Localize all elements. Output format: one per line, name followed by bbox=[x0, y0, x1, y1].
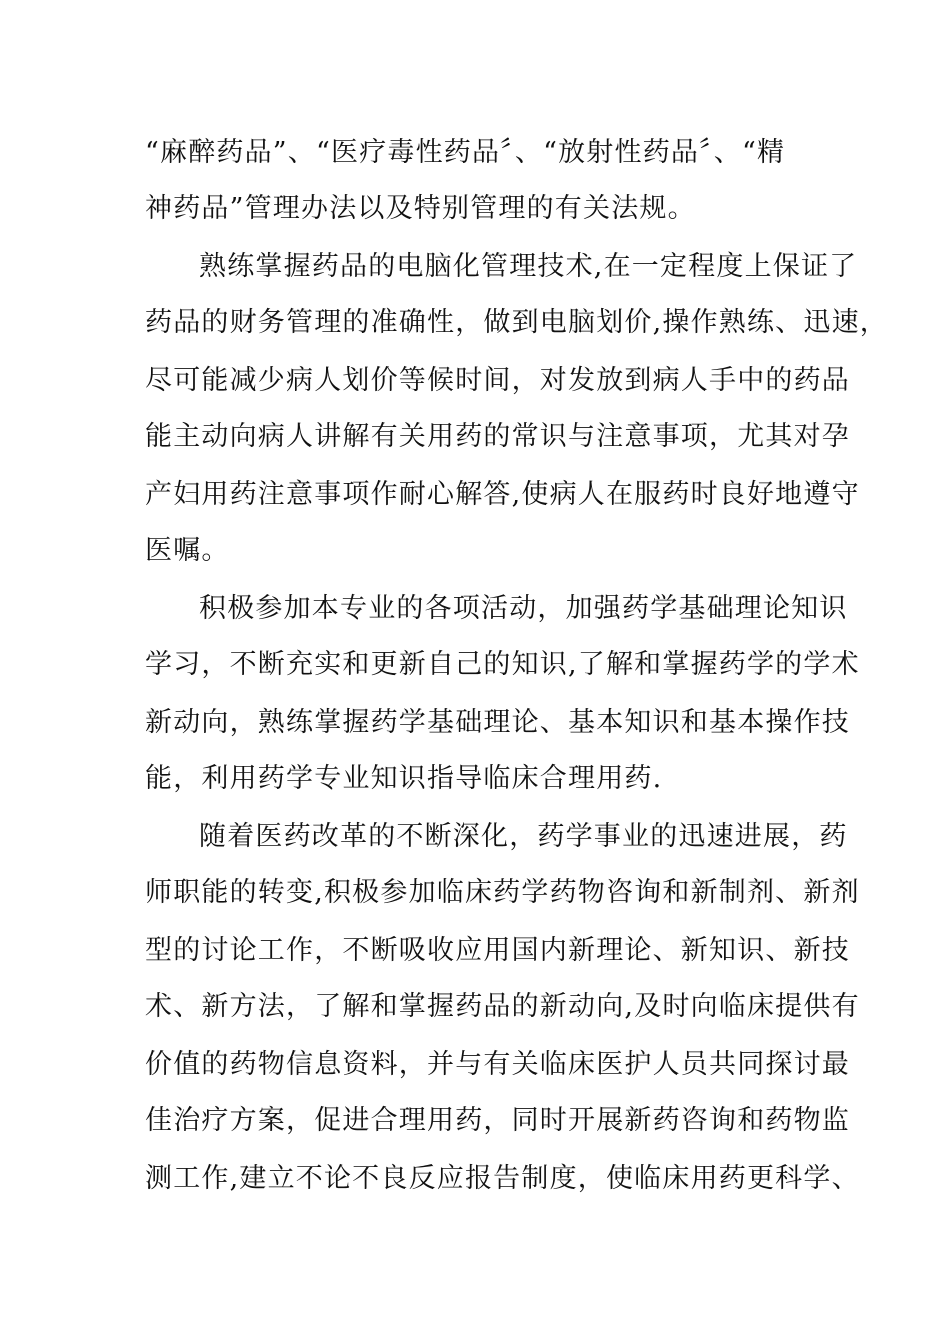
text-line: 测工作,建立不论不良反应报告制度，使临床用药更科学、 bbox=[145, 1163, 860, 1194]
text-line: 神药品”管理办法以及特别管理的有关法规。 bbox=[145, 193, 696, 224]
text-line: 师职能的转变,积极参加临床药学药物咨询和新制剂、新剂 bbox=[145, 877, 860, 908]
text-line: 尽可能减少病人划价等候时间，对发放到病人手中的药品 bbox=[145, 365, 850, 396]
text-line: 产妇用药注意事项作耐心解答,使病人在服药时良好地遵守 bbox=[145, 479, 860, 510]
text-line: 能，利用药学专业知识指导临床合理用药. bbox=[145, 763, 663, 794]
paragraph-first-line: 积极参加本专业的各项活动，加强药学基础理论知识 bbox=[199, 593, 848, 624]
text-line: 药品的财务管理的准确性，做到电脑划价,操作熟练、迅速， bbox=[145, 307, 888, 338]
text-line: 新动向，熟练掌握药学基础理论、基本知识和基本操作技 bbox=[145, 707, 850, 738]
text-line: 学习，不断充实和更新自己的知识,了解和掌握药学的学术 bbox=[145, 649, 860, 680]
text-line: 能主动向病人讲解有关用药的常识与注意事项，尤其对孕 bbox=[145, 421, 850, 452]
paragraph-first-line: 随着医药改革的不断深化，药学事业的迅速进展，药 bbox=[199, 821, 848, 852]
text-line: 佳治疗方案，促进合理用药，同时开展新药咨询和药物监 bbox=[145, 1105, 850, 1136]
text-line: 术、新方法，了解和掌握药品的新动向,及时向临床提供有 bbox=[145, 991, 860, 1022]
paragraph-first-line: 熟练掌握药品的电脑化管理技术,在一定程度上保证了 bbox=[199, 251, 858, 282]
text-line: “麻醉药品”、“医疗毒性药品〞、“放射性药品〞、“精 bbox=[145, 137, 786, 168]
text-line: 型的讨论工作，不断吸收应用国内新理论、新知识、新技 bbox=[145, 935, 850, 966]
text-line: 医嘱。 bbox=[145, 535, 230, 566]
text-line: 价值的药物信息资料，并与有关临床医护人员共同探讨最 bbox=[145, 1049, 850, 1080]
